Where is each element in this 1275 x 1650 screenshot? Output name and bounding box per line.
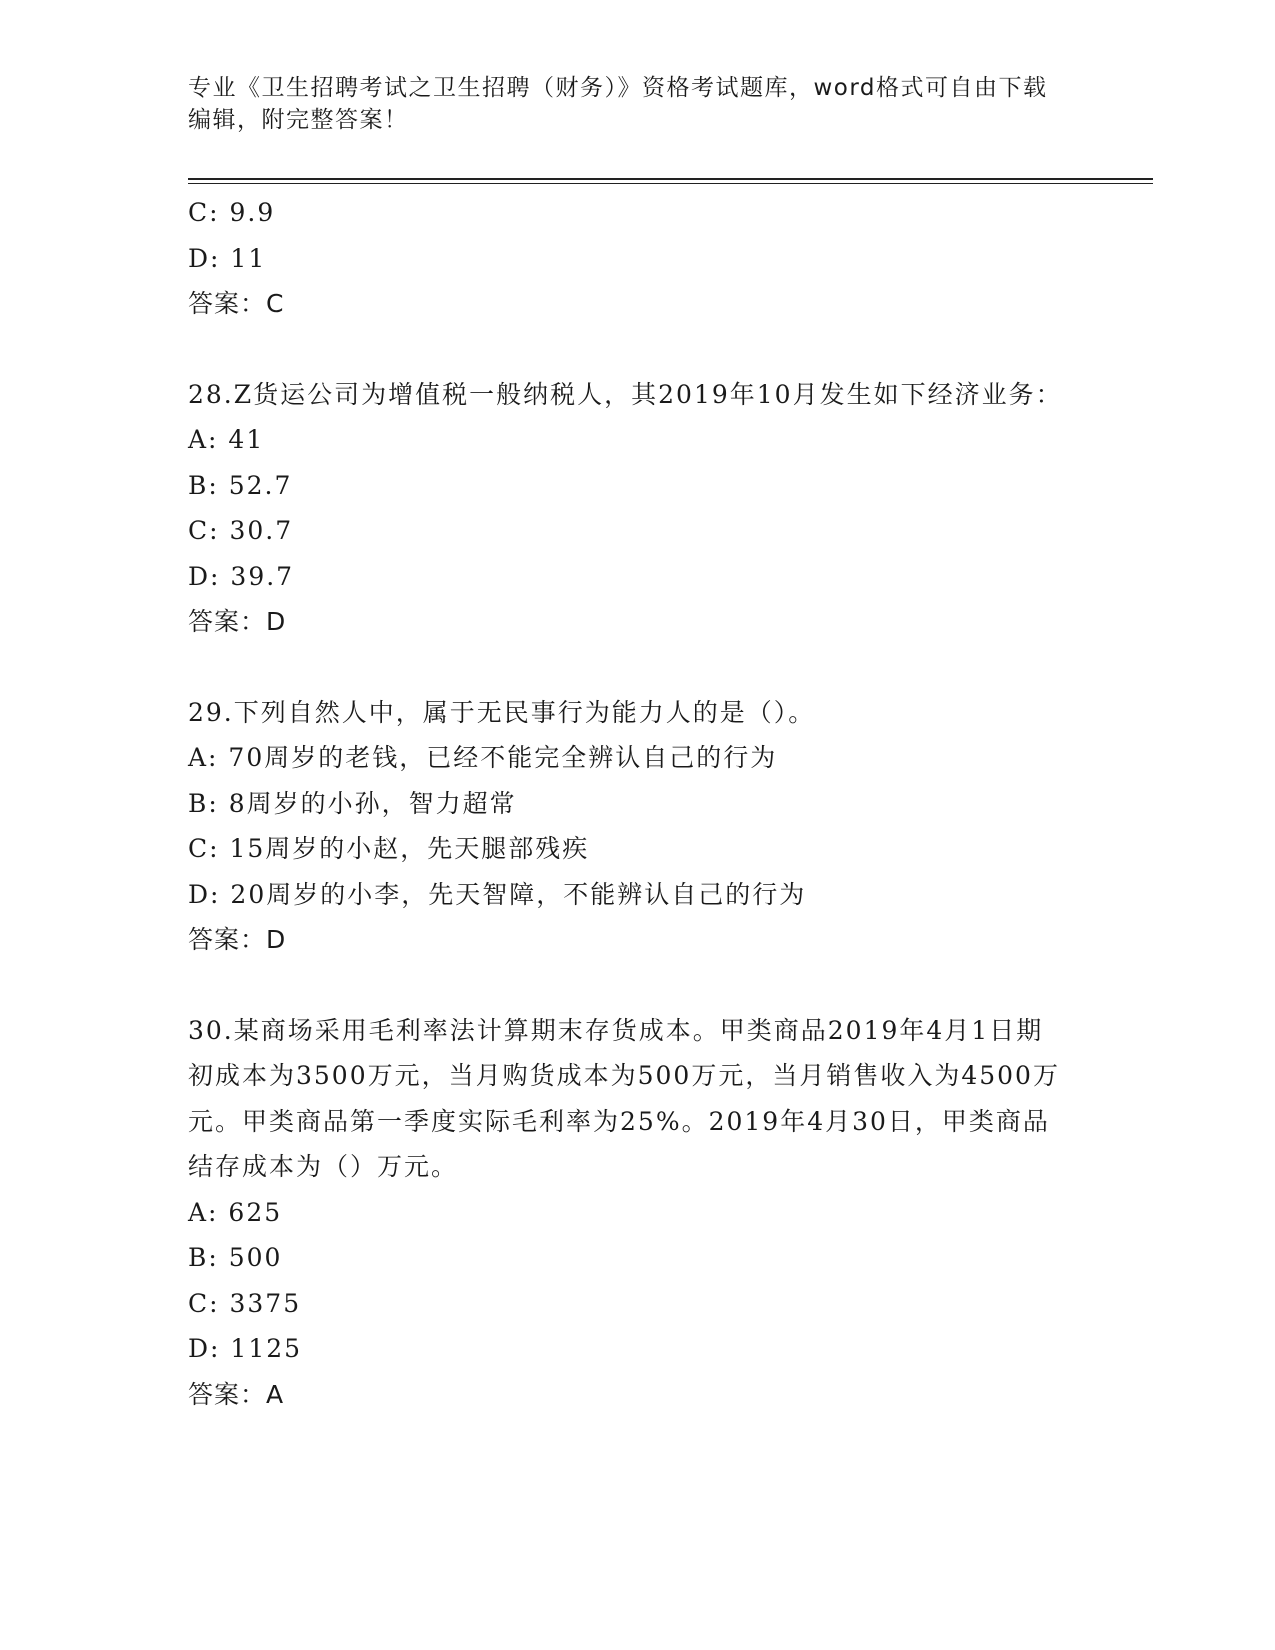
spacer: [188, 645, 1088, 690]
answer: 答案：A: [188, 1379, 285, 1409]
header-divider: [188, 178, 1153, 180]
option-b: B: 8周岁的小孙，智力超常: [188, 788, 517, 818]
question-list: [188, 190, 1088, 1417]
header-divider-thin: [188, 183, 1153, 184]
option-a: A: 41: [188, 425, 265, 454]
answer: 答案：D: [188, 925, 287, 954]
option-c: C: 15周岁的小赵，先天腿部残疾: [188, 834, 590, 863]
option-d: D: 39.7: [188, 561, 295, 591]
option-b: B: 500: [188, 1243, 283, 1272]
option-c: C: 3375: [188, 1288, 302, 1318]
page-header: 专业《卫生招聘考试之卫生招聘（财务）》资格考试题库，word格式可自由下载编辑，附完整答案！: [188, 75, 1048, 133]
answer: 答案：D: [188, 607, 287, 636]
option-c: C: 30.7: [188, 516, 294, 545]
option-d: D: 11: [188, 243, 267, 273]
option-a: A: 625: [188, 1197, 283, 1227]
question-stem: 29.下列自然人中，属于无民事行为能力人的是（）。: [188, 697, 816, 727]
option-b: B: 52.7: [188, 470, 293, 500]
answer: 答案：C: [188, 289, 285, 318]
question-stem: 28.Z货运公司为增值税一般纳税人，其2019年10月发生如下经济业务：: [188, 379, 1063, 409]
question-29: [188, 690, 1088, 963]
option-c: C: 9.9: [188, 198, 276, 227]
option-d: D: 20周岁的小李，先天智障，不能辨认自己的行为: [188, 879, 807, 909]
question-28: [188, 372, 1088, 645]
spacer: [188, 327, 1088, 372]
question-27: [188, 190, 1088, 327]
option-d: D: 1125: [188, 1334, 303, 1363]
question-30: [188, 1008, 1088, 1418]
option-a: A: 70周岁的老钱，已经不能完全辨认自己的行为: [188, 743, 778, 772]
spacer: [188, 963, 1088, 1008]
question-stem: 30.某商场采用毛利率法计算期末存货成本。甲类商品2019年4月1日期初成本为3500万元，当月购货成本为500万元，当月销售收入为4500万元。甲类商品第一季度实际毛利率为25%。2019年4月30日，甲类商品结存成本为（）万元。: [188, 1015, 1060, 1181]
